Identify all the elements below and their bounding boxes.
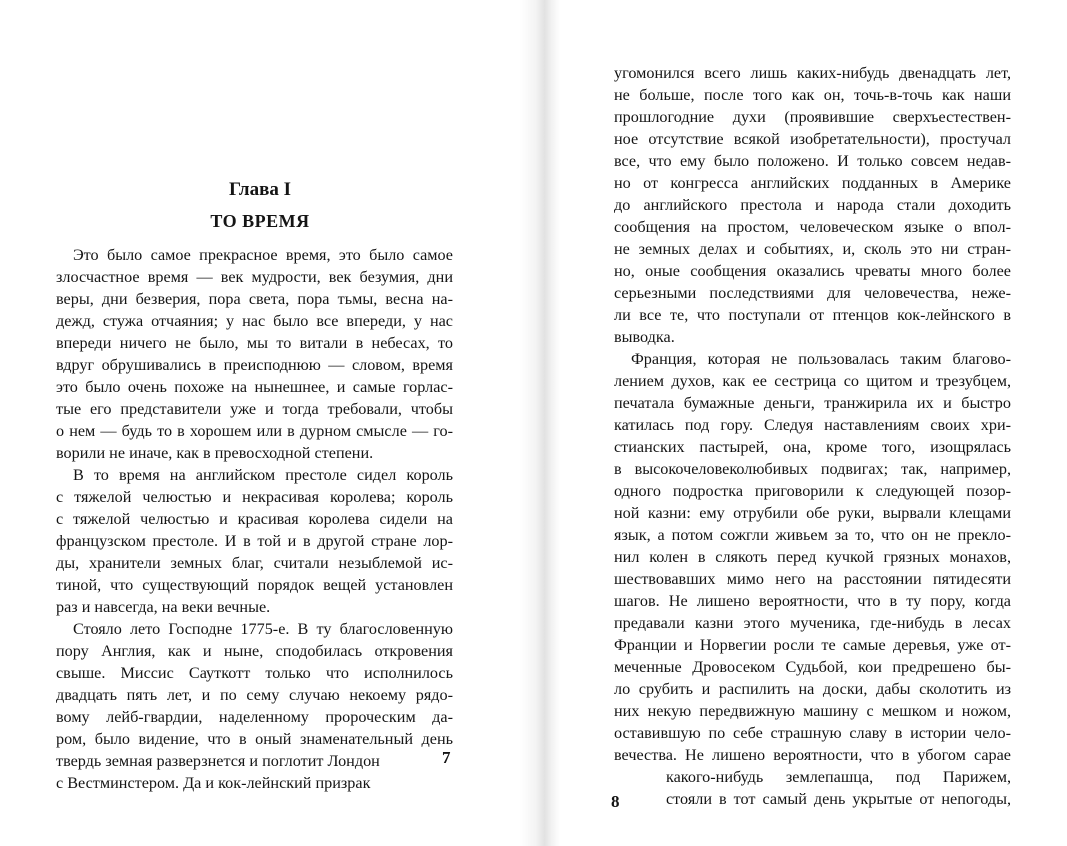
text-line: в высокочеловеколюбивых подвигах; так, например, <box>614 460 1011 478</box>
page-number: 8 <box>611 792 620 811</box>
text-line: двадцать пять лет, и по сему случаю некоему рядо- <box>56 686 453 704</box>
text-line: веры, дни безверия, пора света, пора тьмы, весна на- <box>56 290 453 308</box>
text-line: впереди ничего не было, мы то витали в небесах, то <box>56 334 453 352</box>
text-line: не земных делах и событиях, и, сколь это ни стран- <box>614 240 1011 258</box>
text-line: стианских пастырей, она, кроме того, изощрялась <box>614 438 1011 456</box>
text-line: них некую передвижную машину с мешком и ножом, <box>614 702 1011 720</box>
text-line: не больше, после того как он, точь-в-точь как наши <box>614 86 1011 104</box>
text-line: ное отсутствие всякой изобретательности), простучал <box>614 130 1011 148</box>
text-line: сообщения на простом, человеческом языке о впол- <box>614 218 1011 236</box>
text-line: с Вестминстером. Да и кок-лейнский призрак <box>56 774 371 792</box>
text-line: серьезными последствиями для человечества, неже- <box>614 284 1011 302</box>
text-line: одного подростка приговорили к следующей позор- <box>614 482 1011 500</box>
text-line: нил колен в слякоть перед кучкой грязных монахов, <box>614 548 1011 566</box>
text-line: Это было самое прекрасное время, это было самое <box>73 246 453 264</box>
text-line: вечества. Не лишено вероятности, что в убогом сарае <box>614 746 1011 764</box>
text-line: Франции и Норвегии росли те самые деревья, уже от- <box>614 636 1011 654</box>
text-line: с тяжелой челюстью и некрасивая королева; король <box>56 488 453 506</box>
text-line: Франция, которая не пользовалась таким благово- <box>631 350 1011 368</box>
text-line: но, оные сообщения оказались чреваты много более <box>614 262 1011 280</box>
text-line: французском престоле. И в той и в другой стране лор- <box>56 532 453 550</box>
text-line: это было очень похоже на нынешнее, и самые горлас- <box>56 378 453 396</box>
text-line: тиной, что существующий порядок вещей установлен <box>56 576 453 594</box>
chapter-number: Глава I <box>228 179 291 200</box>
chapter-title: ТО ВРЕМЯ <box>210 211 310 231</box>
text-line: стояли в тот самый день укрытые от непогоды, <box>666 790 1011 808</box>
page-number: 7 <box>442 748 451 767</box>
text-line: меченные Дровосеком Судьбой, кои предрешено бы- <box>614 658 1011 676</box>
text-line: лением духов, как ее сестрица со щитом и трезубцем, <box>614 372 1011 390</box>
text-line: пору Англия, как и ныне, сподобилась откровения <box>56 642 453 660</box>
text-line: предавали казни этого мученика, где-нибудь в лесах <box>614 614 1011 632</box>
text-line: ло срубить и распилить на доски, дабы сколотить из <box>614 680 1011 698</box>
text-line: но от конгресса английских подданных в Америке <box>614 174 1011 192</box>
text-line: ром, было видение, что в оный знаменательный день <box>56 730 453 748</box>
text-line: печатала бумажные деньги, транжирила их и быстро <box>614 394 1011 412</box>
text-line: В то время на английском престоле сидел король <box>73 466 453 484</box>
text-line: тые его представители уже и тогда требовали, чтобы <box>56 400 453 418</box>
text-line: катилась под гору. Следуя наставлениям своих хри- <box>614 416 1011 434</box>
text-line: ды, хранители земных благ, считали незыблемой ис- <box>56 554 453 572</box>
text-line: оставившую по себе страшную славу в истории чело- <box>614 724 1011 742</box>
text-line: твердь земная разверзнется и поглотит Лондон <box>56 752 380 770</box>
text-line: ворили не иначе, как в превосходной степени. <box>56 444 374 462</box>
text-line: до английского престола и народа стали доходить <box>614 196 1011 214</box>
text-line: шествовавших мимо него на расстоянии пятидесяти <box>614 570 1011 588</box>
text-line: выводка. <box>614 328 675 346</box>
text-line: вдруг обрушивались в преисподнюю — словом, время <box>56 356 453 374</box>
text-line: Стояло лето Господне 1775-е. В ту благословенную <box>73 620 453 638</box>
text-line: все, что ему было положено. И только совсем недав- <box>614 152 1011 170</box>
text-line: прошлогодние духи (проявившие сверхъестествен- <box>614 108 1011 126</box>
text-line: вому лейб-гвардии, наделенному пророческим да- <box>56 708 453 726</box>
text-line: ли все те, что поступали от птенцов кок-лейнского в <box>614 306 1011 324</box>
text-line: злосчастное время — век мудрости, век безумия, дни <box>56 268 453 286</box>
text-line: шагов. Не лишено вероятности, что в ту пору, когда <box>614 592 1011 610</box>
text-line: свыше. Миссис Сауткотт только что исполнилось <box>56 664 453 682</box>
text-line: ной казни: ему отрубили обе руки, вырвали клещами <box>614 504 1011 522</box>
text-line: дежд, стужа отчаяния; у нас было все впереди, у нас <box>56 312 453 330</box>
text-line: о нем — будь то в хорошем или в дурном смысле — го- <box>56 422 453 440</box>
text-line: с тяжелой челюстью и красивая королева сидели на <box>56 510 453 528</box>
text-line: раз и навсегда, на веки вечные. <box>56 598 271 616</box>
text-line: язык, а потом сожгли живьем за то, что он не прекло- <box>614 526 1011 544</box>
text-line: угомонился всего лишь каких-нибудь двенадцать лет, <box>614 64 1011 82</box>
text-line: какого-нибудь землепашца, под Парижем, <box>666 768 1011 786</box>
